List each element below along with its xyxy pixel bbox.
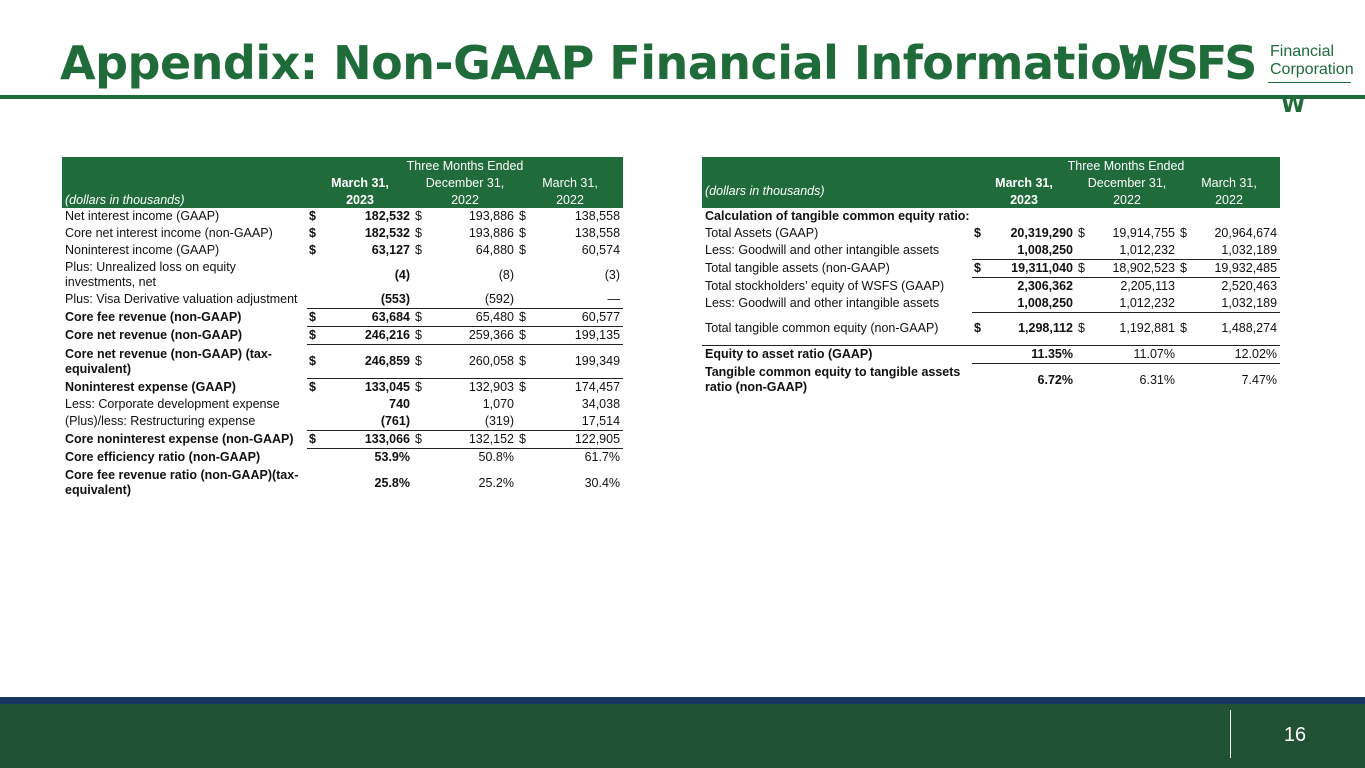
footer-divider	[1230, 710, 1231, 758]
row-label: Core fee revenue ratio (non-GAAP)(tax-equivalent)	[65, 468, 299, 497]
column-header: March 31,	[1178, 174, 1280, 191]
table-row: Core fee revenue ratio (non-GAAP)(tax-equivalent) 25.8% 25.2% 30.4%	[62, 466, 623, 500]
table-row: Core noninterest expense (non-GAAP) $ 133,066 $ 132,152 $ 122,905	[62, 431, 623, 449]
column-header: March 31,	[307, 174, 413, 191]
table-row: Plus: Unrealized loss on equity investments, net (4) (8) (3)	[62, 259, 623, 291]
period-header: Three Months Ended	[972, 157, 1280, 174]
column-header: March 31,	[972, 174, 1076, 191]
row-label: Total Assets (GAAP)	[705, 226, 819, 240]
column-header: March 31,	[517, 174, 623, 191]
column-header-year: 2023	[307, 191, 413, 208]
table-row: Noninterest expense (GAAP) $ 133,045 $ 132,903 $ 174,457	[62, 379, 623, 397]
row-label: Noninterest expense (GAAP)	[65, 379, 236, 394]
table-row: Total Assets (GAAP) $ 20,319,290 $ 19,914,755 $ 20,964,674	[702, 225, 1280, 242]
table-row: Noninterest income (GAAP) $ 63,127 $ 64,880 $ 60,574	[62, 242, 623, 259]
column-header-year: 2022	[1178, 191, 1280, 208]
table-row: Total tangible assets (non-GAAP) $ 19,311,040 $ 18,902,523 $ 19,932,485	[702, 260, 1280, 278]
table-row: Core efficiency ratio (non-GAAP) 53.9% 50.8% 61.7%	[62, 449, 623, 467]
column-header: December 31,	[1076, 174, 1178, 191]
section-label: Calculation of tangible common equity ratio:	[705, 209, 970, 223]
row-label: Equity to asset ratio (GAAP)	[705, 346, 873, 361]
row-label: Total tangible assets (non-GAAP)	[705, 261, 890, 275]
table-row: Equity to asset ratio (GAAP) 11.35% 11.07% 12.02%	[702, 345, 1280, 363]
row-label: Less: Goodwill and other intangible assets	[705, 296, 940, 311]
units-label: (dollars in thousands)	[702, 174, 972, 208]
column-header-year: 2022	[1076, 191, 1178, 208]
column-header-year: 2023	[972, 191, 1076, 208]
tangible-equity-table	[702, 157, 1280, 397]
column-header-year: 2022	[517, 191, 623, 208]
row-label: Core net interest income (non-GAAP)	[65, 226, 273, 240]
row-label: Less: Goodwill and other intangible assets	[705, 243, 940, 258]
row-label: Tangible common equity to tangible assets ratio (non-GAAP)	[705, 365, 961, 394]
wsfs-logo	[1118, 36, 1354, 118]
logo-wordmark: WSFS	[1118, 36, 1255, 90]
table-row: Core net revenue (non-GAAP) (tax-equivalent) $ 246,859 $ 260,058 $ 199,349	[62, 345, 623, 379]
row-label: Core net revenue (non-GAAP)	[65, 328, 243, 342]
row-label: Less: Corporate development expense	[65, 397, 280, 411]
units-label: (dollars in thousands)	[62, 191, 307, 208]
period-header: Three Months Ended	[307, 157, 623, 174]
logo-subtitle-line1: Financial	[1270, 43, 1335, 60]
row-label: Total stockholders’ equity of WSFS (GAAP)	[705, 278, 945, 293]
footer-bar	[0, 704, 1365, 768]
table-row: Core net interest income (non-GAAP) $ 182,532 $ 193,886 $ 138,558	[62, 225, 623, 242]
logo-mark: W	[1281, 93, 1306, 118]
core-revenue-table	[62, 157, 623, 500]
table-row: Less: Goodwill and other intangible assets 1,008,250 1,012,232 1,032,189	[702, 242, 1280, 260]
row-label: Net interest income (GAAP)	[65, 209, 220, 223]
page-title: Appendix: Non-GAAP Financial Information	[60, 36, 1154, 90]
logo-subtitle-line2: Corporation	[1270, 61, 1354, 78]
table-row: Total tangible common equity (non-GAAP) $ 1,298,112 $ 1,192,881 $ 1,488,274	[702, 313, 1280, 346]
logo-rule	[1268, 82, 1351, 83]
table-row: Total stockholders’ equity of WSFS (GAAP) 2,306,362 2,205,113 2,520,463	[702, 278, 1280, 296]
table-row: Tangible common equity to tangible assets ratio (non-GAAP) 6.72% 6.31% 7.47%	[702, 363, 1280, 397]
column-header: December 31,	[413, 174, 517, 191]
row-label: Noninterest income (GAAP)	[65, 243, 220, 257]
footer-accent-bar	[0, 697, 1365, 704]
row-label: Core fee revenue (non-GAAP)	[65, 310, 242, 324]
table-row: Less: Corporate development expense 740 1,070 34,038	[62, 396, 623, 413]
row-label: Core noninterest expense (non-GAAP)	[65, 432, 294, 446]
row-label: Core efficiency ratio (non-GAAP)	[65, 449, 261, 464]
section-header-row	[702, 208, 1280, 225]
row-label: Plus: Visa Derivative valuation adjustment	[65, 292, 298, 307]
table-row: Plus: Visa Derivative valuation adjustment (553) (592) —	[62, 291, 623, 309]
logo-subtitle	[1270, 43, 1354, 79]
row-label: Plus: Unrealized loss on equity investments, net	[65, 260, 236, 289]
column-header-year: 2022	[413, 191, 517, 208]
table-row: Less: Goodwill and other intangible assets 1,008,250 1,012,232 1,032,189	[702, 295, 1280, 313]
table-row: (Plus)/less: Restructuring expense (761) (319) 17,514	[62, 413, 623, 431]
table-row: Net interest income (GAAP) $ 182,532 $ 193,886 $ 138,558	[62, 208, 623, 225]
table-row: Core fee revenue (non-GAAP) $ 63,684 $ 65,480 $ 60,577	[62, 309, 623, 327]
row-label: Core net revenue (non-GAAP) (tax-equivalent)	[65, 346, 272, 376]
table-row: Core net revenue (non-GAAP) $ 246,216 $ 259,366 $ 199,135	[62, 327, 623, 345]
row-label: (Plus)/less: Restructuring expense	[65, 414, 256, 429]
page-number: 16	[1283, 724, 1307, 746]
row-label: Total tangible common equity (non-GAAP)	[702, 313, 972, 346]
